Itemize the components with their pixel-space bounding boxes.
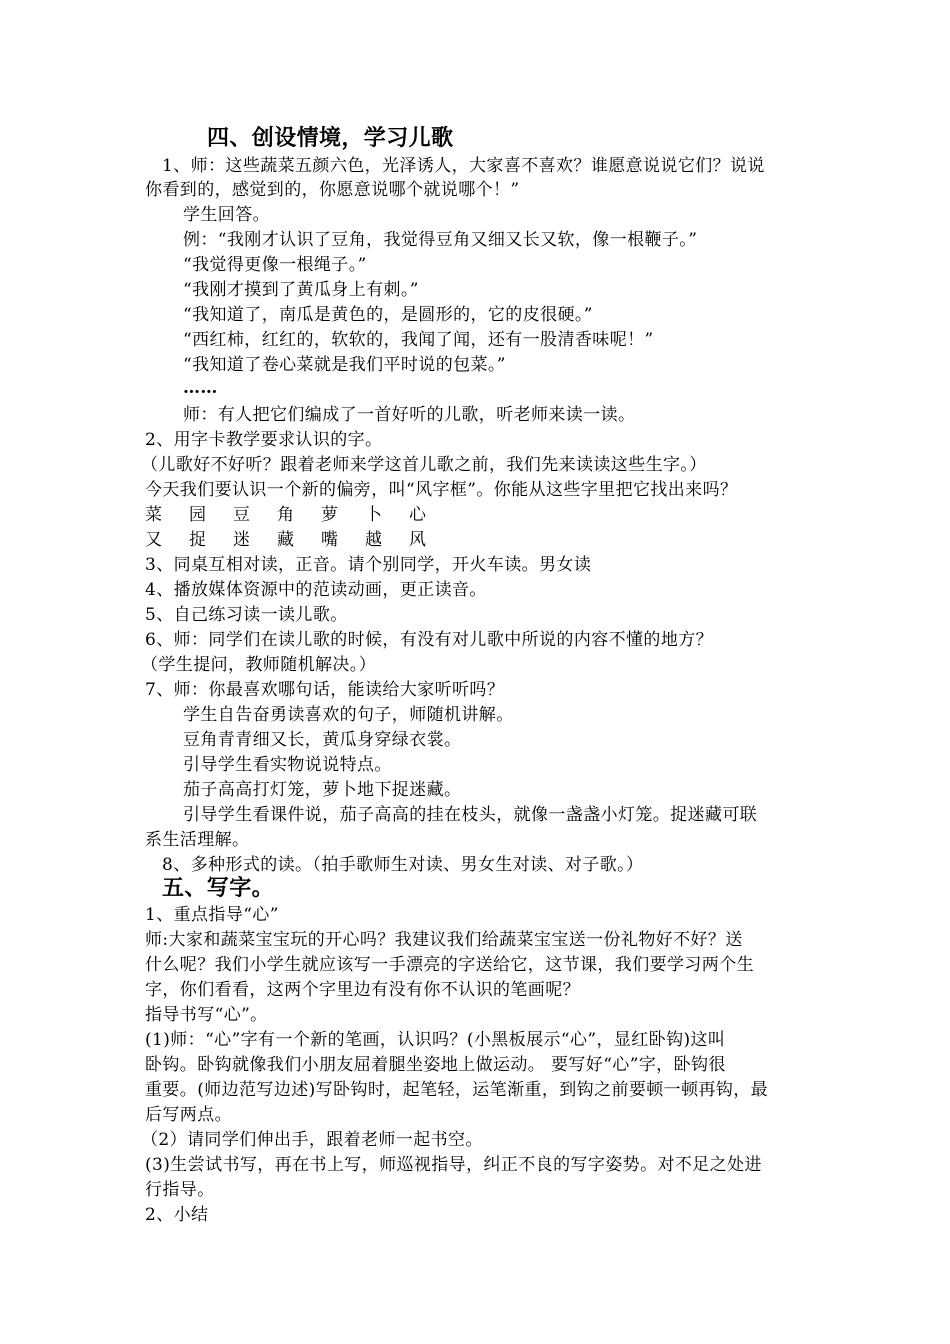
character: 心 (409, 505, 427, 525)
paragraph: 师:大家和蔬菜宝宝玩的开心吗？我建议我们给蔬菜宝宝送一份礼物好不好？送 (145, 930, 743, 950)
character: 迷 (233, 530, 251, 550)
paragraph: 1、师：这些蔬菜五颜六色，光泽诱人，大家喜不喜欢？谁愿意说说它们？说说 (162, 156, 765, 176)
paragraph: 行指导。 (145, 1180, 215, 1200)
list-item: 1、重点指导“心” (145, 905, 279, 925)
character: 萝 (321, 505, 339, 525)
character: 越 (365, 530, 383, 550)
paragraph: 学生回答。 (183, 205, 270, 225)
example-line: “西红柿，红红的，软软的，我闻了闻，还有一股清香味呢！” (183, 330, 654, 350)
list-item: 5、自己练习读一读儿歌。 (145, 605, 348, 625)
paragraph: 今天我们要认识一个新的偏旁，叫“风字框”。你能从这些字里把它找出来吗？ (145, 480, 738, 500)
character-row-1 (145, 503, 453, 527)
list-item: 8、多种形式的读。（拍手歌师生对读、男女生对读、对子歌。） (162, 855, 644, 875)
paragraph: 重要。(师边范写边述)写卧钩时，起笔轻，运笔渐重，到钩之前要顿一顿再钩，最 (145, 1080, 769, 1100)
example-line: “我知道了卷心菜就是我们平时说的包菜。” (183, 355, 506, 375)
list-item: 6、师：同学们在读儿歌的时候，有没有对儿歌中所说的内容不懂的地方？ (145, 630, 714, 650)
character: 菜 (145, 505, 163, 525)
list-item: 2、小结 (145, 1205, 209, 1225)
example-line: 例：“我刚才认识了豆角，我觉得豆角又细又长又软，像一根鞭子。” (183, 230, 698, 250)
paragraph: （儿歌好不好听？跟着老师来学这首儿歌之前，我们先来读读这些生字。） (141, 455, 707, 475)
paragraph: 什么呢？我们小学生就应该写一手漂亮的字送给它，这节课，我们要学习两个生 (145, 955, 754, 975)
paragraph: 系生活理解。 (145, 830, 250, 850)
example-line: “我知道了，南瓜是黄色的，是圆形的，它的皮很硬。” (183, 305, 593, 325)
paragraph: 卧钩。卧钩就像我们小朋友屈着腿坐姿地上做运动。 要写好“心”字，卧钩很 (145, 1055, 726, 1075)
paragraph: 茄子高高打灯笼，萝卜地下捉迷藏。 (183, 780, 462, 800)
section-4-heading: 四、创设情境，学习儿歌 (207, 126, 454, 151)
example-line: “我刚才摸到了黄瓜身上有刺。” (183, 280, 419, 300)
paragraph: 后写两点。 (145, 1105, 232, 1125)
character: 角 (277, 505, 295, 525)
list-item: 3、同桌互相对读，正音。请个别同学，开火车读。男女读 (145, 555, 592, 575)
character: 园 (189, 505, 207, 525)
paragraph: 师：有人把它们编成了一首好听的儿歌，听老师来读一读。 (183, 405, 636, 425)
list-item: 7、师：你最喜欢哪句话，能读给大家听听吗？ (145, 680, 505, 700)
character: 藏 (277, 530, 295, 550)
character: 嘴 (321, 530, 339, 550)
character: 卜 (365, 505, 383, 525)
paragraph: 指导书写“心”。 (145, 1005, 268, 1025)
paragraph: (1)师：“心”字有一个新的笔画，认识吗？(小黑板展示“心”，显红卧钩)这叫 (145, 1030, 726, 1050)
character: 又 (145, 530, 163, 550)
paragraph: （学生提问，教师随机解决。） (141, 655, 377, 675)
character: 捉 (189, 530, 207, 550)
section-5-heading: 五、写字。 (162, 876, 275, 901)
list-item: 4、播放媒体资源中的范读动画，更正读音。 (145, 580, 487, 600)
paragraph: 豆角青青细又长，黄瓜身穿绿衣裳。 (183, 730, 462, 750)
paragraph: （2）请同学们伸出手，跟着老师一起书空。 (141, 1130, 483, 1150)
paragraph: 引导学生看课件说，茄子高高的挂在枝头，就像一盏盏小灯笼。捉迷藏可联 (183, 805, 758, 825)
paragraph: 字，你们看看，这两个字里边有没有你不认识的笔画呢？ (145, 980, 580, 1000)
paragraph: 你看到的，感觉到的，你愿意说哪个就说哪个！” (145, 180, 520, 200)
character: 风 (409, 530, 427, 550)
paragraph: 学生自告奋勇读喜欢的句子，师随机讲解。 (183, 705, 514, 725)
paragraph: 引导学生看实物说说特点。 (183, 755, 392, 775)
list-item: 2、用字卡教学要求认识的字。 (145, 430, 383, 450)
ellipsis: …… (183, 378, 218, 398)
example-line: “我觉得更像一根绳子。” (183, 255, 367, 275)
paragraph: (3)生尝试书写，再在书上写，师巡视指导，纠正不良的写字姿势。对不足之处进 (145, 1155, 762, 1175)
character: 豆 (233, 505, 251, 525)
character-row-2 (145, 528, 453, 552)
